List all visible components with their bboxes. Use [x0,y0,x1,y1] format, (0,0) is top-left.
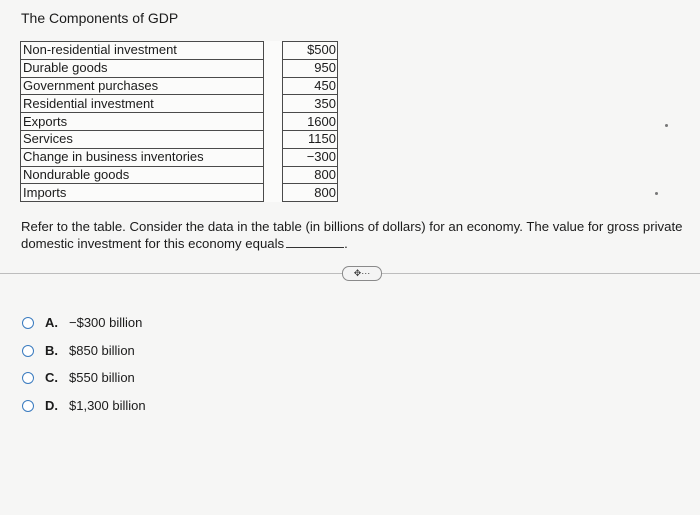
row-label: Durable goods [21,59,264,77]
row-label: Non-residential investment [21,42,264,60]
row-value: 950 [283,59,338,77]
table-row [21,77,338,95]
question-end: . [344,236,348,251]
table-row [21,148,338,166]
table-row [21,59,338,77]
option-letter: A. [45,315,58,330]
table-row [21,184,338,202]
row-label: Government purchases [21,77,264,95]
option-text: $550 billion [69,370,135,385]
table-row [21,95,338,113]
row-value: $500 [283,42,338,60]
option-text: $850 billion [69,343,135,358]
option-text: −$300 billion [69,315,143,330]
radio-icon[interactable] [22,345,34,357]
radio-icon[interactable] [22,400,34,412]
row-value: 800 [283,166,338,184]
option-d[interactable] [22,398,146,413]
option-letter: D. [45,398,58,413]
radio-icon[interactable] [22,372,34,384]
row-value: 450 [283,77,338,95]
stray-dot [655,192,658,195]
option-text: $1,300 billion [69,398,146,413]
row-label: Exports [21,113,264,131]
row-label: Change in business inventories [21,148,264,166]
table-row [21,42,338,60]
row-label: Residential investment [21,95,264,113]
stray-dot [665,124,668,127]
row-label: Nondurable goods [21,166,264,184]
row-value: 800 [283,184,338,202]
gdp-components-table [20,41,338,202]
row-value: 350 [283,95,338,113]
row-label: Imports [21,184,264,202]
question-body: Refer to the table. Consider the data in the table (in billions of dollars) for an economy. The value for gross private domestic investment for this economy equals [21,219,683,251]
option-b[interactable] [22,343,135,358]
row-value: 1150 [283,130,338,148]
option-c[interactable] [22,370,135,385]
expand-more-button[interactable]: ✥⋯ [342,266,382,281]
radio-icon[interactable] [22,317,34,329]
row-value: 1600 [283,113,338,131]
table-row [21,130,338,148]
row-label: Services [21,130,264,148]
option-a[interactable] [22,315,142,330]
table-row [21,113,338,131]
option-letter: B. [45,343,58,358]
answer-blank [286,235,344,248]
table-row [21,166,338,184]
row-value: −300 [283,148,338,166]
page-title: The Components of GDP [21,10,179,26]
question-text [21,218,691,252]
option-letter: C. [45,370,58,385]
